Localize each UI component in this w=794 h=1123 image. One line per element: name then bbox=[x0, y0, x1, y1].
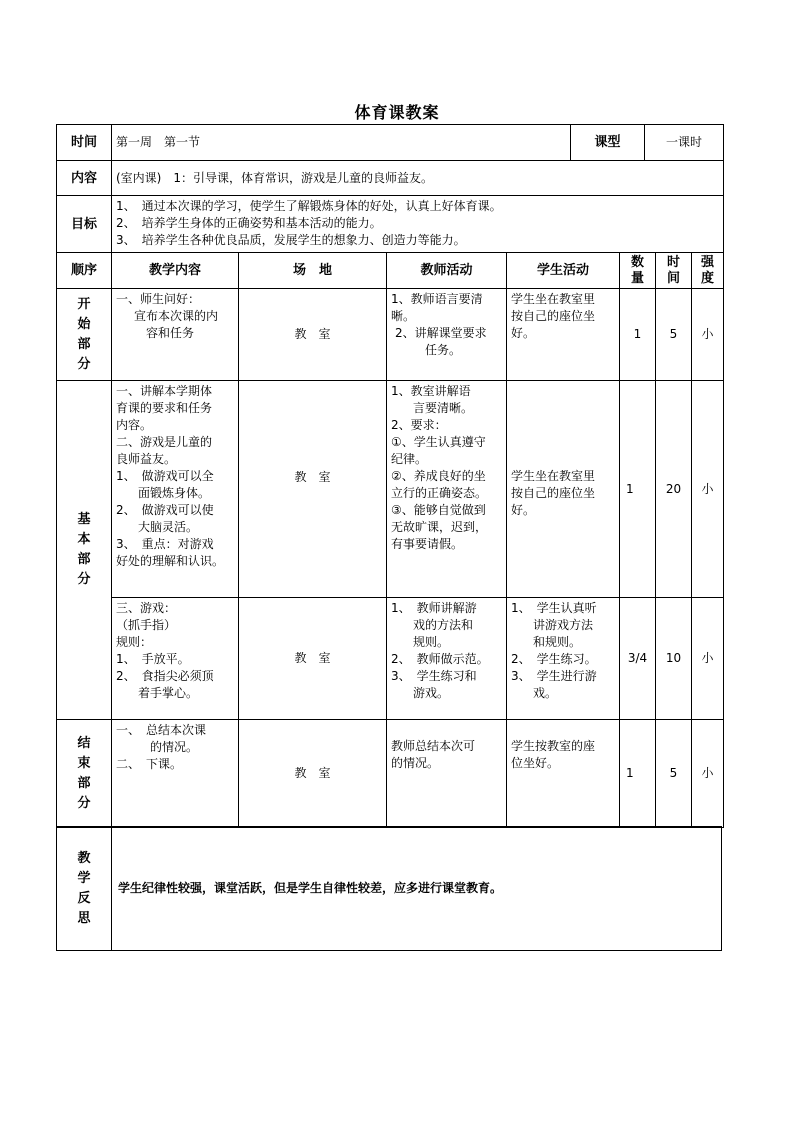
section-row-basic-1 bbox=[57, 381, 724, 598]
col-header-content: 教学内容 bbox=[112, 253, 239, 289]
text-line: 和规则。 bbox=[533, 635, 582, 649]
text-line: 二、游戏是儿童的 bbox=[116, 435, 213, 449]
text-line: 1、 做游戏可以全 bbox=[116, 469, 214, 483]
lesson-header-table bbox=[56, 124, 724, 253]
start-count: 1 bbox=[620, 289, 656, 381]
basic-content-1 bbox=[112, 381, 239, 598]
end-time: 5 bbox=[656, 720, 692, 828]
end-teacher bbox=[387, 720, 507, 828]
text-line: 2、 学生练习。 bbox=[511, 652, 597, 666]
reflection-label: 教 学 反 思 bbox=[57, 827, 112, 951]
content-label: 内容 bbox=[57, 161, 112, 196]
text-line: 任务。 bbox=[425, 343, 462, 357]
text-line: 一、 总结本次课 bbox=[116, 723, 207, 737]
text-line: ③、能够自觉做到 bbox=[391, 503, 486, 517]
basic-student-1 bbox=[507, 381, 620, 598]
basic-student-2 bbox=[507, 598, 620, 720]
col-header-time: 时 间 bbox=[656, 253, 692, 289]
section-row-start bbox=[57, 289, 724, 381]
text-line: 的情况。 bbox=[150, 740, 199, 754]
text-line: 按自己的座位坐 bbox=[511, 486, 596, 500]
text-line: 3、 学生练习和 bbox=[391, 669, 477, 683]
col-header-teacher: 教师活动 bbox=[387, 253, 507, 289]
text-line: 学生坐在教室里 bbox=[511, 292, 596, 306]
text-line: ②、养成良好的坐 bbox=[391, 469, 486, 483]
end-count: 1 bbox=[620, 720, 656, 828]
col-header-student: 学生活动 bbox=[507, 253, 620, 289]
text-line: 教师总结本次可 bbox=[391, 739, 476, 753]
text-line: 2、 做游戏可以使 bbox=[116, 503, 214, 517]
end-content bbox=[112, 720, 239, 828]
text-line: 2、 教师做示范。 bbox=[391, 652, 489, 666]
basic-count-2: 3/4 bbox=[620, 598, 656, 720]
text-line: 有事要请假。 bbox=[391, 537, 464, 551]
text-line: 三、游戏： bbox=[116, 601, 177, 615]
text-line: 好。 bbox=[511, 326, 536, 340]
text-line: 讲游戏方法 bbox=[533, 618, 594, 632]
text-line: 按自己的座位坐 bbox=[511, 309, 596, 323]
text-line: 一、师生问好： bbox=[116, 292, 201, 306]
col-header-venue: 场 地 bbox=[239, 253, 387, 289]
reflection-table bbox=[56, 826, 722, 951]
text-line: 纪律。 bbox=[391, 452, 428, 466]
text-line: 2、 食指尖必须顶 bbox=[116, 669, 214, 683]
text-line: 良师益友。 bbox=[116, 452, 177, 466]
start-intensity: 小 bbox=[692, 289, 724, 381]
start-student bbox=[507, 289, 620, 381]
text-line: 2、讲解课堂要求 bbox=[395, 326, 487, 340]
text-line: 2、要求： bbox=[391, 418, 447, 432]
text-line: ①、学生认真遵守 bbox=[391, 435, 486, 449]
goal-item: 2、 培养学生身体的正确姿势和基本活动的能力。 bbox=[116, 216, 382, 230]
text-line: 1、教室讲解语 bbox=[391, 384, 471, 398]
text-line: 3、 学生进行游 bbox=[511, 669, 597, 683]
section-label-end: 结 束 部 分 bbox=[57, 720, 112, 828]
end-intensity: 小 bbox=[692, 720, 724, 828]
text-line: 学生坐在教室里 bbox=[511, 469, 596, 483]
text-line: 言要清晰。 bbox=[413, 401, 474, 415]
time-label: 时间 bbox=[57, 125, 112, 161]
time-value: 第一周 第一节 bbox=[112, 125, 571, 161]
section-label-start: 开 始 部 分 bbox=[57, 289, 112, 381]
text-line: 规则： bbox=[116, 635, 153, 649]
basic-teacher-2 bbox=[387, 598, 507, 720]
text-line: 内容。 bbox=[116, 418, 153, 432]
start-teacher bbox=[387, 289, 507, 381]
section-label-basic: 基 本 部 分 bbox=[57, 381, 112, 720]
basic-time-2: 10 bbox=[656, 598, 692, 720]
text-line: 3、 重点：对游戏 bbox=[116, 537, 214, 551]
page-title: 体育课教案 bbox=[354, 103, 440, 122]
text-line: 1、 学生认真听 bbox=[511, 601, 597, 615]
text-line: （抓手指） bbox=[116, 618, 177, 632]
lesson-plan-table bbox=[56, 252, 724, 828]
basic-intensity-2: 小 bbox=[692, 598, 724, 720]
text-line: 1、 手放平。 bbox=[116, 652, 190, 666]
basic-venue-2: 教 室 bbox=[239, 598, 387, 720]
text-line: 大脑灵活。 bbox=[138, 520, 199, 534]
text-line: 的情况。 bbox=[391, 756, 440, 770]
col-header-intensity: 强 度 bbox=[692, 253, 724, 289]
end-student bbox=[507, 720, 620, 828]
basic-time-1: 20 bbox=[656, 381, 692, 598]
section-row-end bbox=[57, 720, 724, 828]
basic-teacher-1 bbox=[387, 381, 507, 598]
basic-content-2 bbox=[112, 598, 239, 720]
text-line: 好。 bbox=[511, 503, 536, 517]
basic-intensity-1: 小 bbox=[692, 381, 724, 598]
text-line: 着手掌心。 bbox=[138, 686, 199, 700]
basic-count-1: 1 bbox=[620, 381, 656, 598]
text-line: 晰。 bbox=[391, 309, 416, 323]
text-line: 1、 教师讲解游 bbox=[391, 601, 477, 615]
content-value: (室内课) 1：引导课，体育常识，游戏是儿童的良师益友。 bbox=[112, 161, 724, 196]
text-line: 容和任务 bbox=[146, 326, 195, 340]
text-line: 面锻炼身体。 bbox=[138, 486, 211, 500]
text-line: 规则。 bbox=[413, 635, 450, 649]
start-venue: 教 室 bbox=[239, 289, 387, 381]
start-content bbox=[112, 289, 239, 381]
goal-label: 目标 bbox=[57, 196, 112, 253]
text-line: 游戏。 bbox=[413, 686, 450, 700]
text-line: 二、 下课。 bbox=[116, 757, 183, 771]
end-venue: 教 室 bbox=[239, 720, 387, 828]
text-line: 戏的方法和 bbox=[413, 618, 474, 632]
text-line: 宣布本次课的内 bbox=[134, 309, 219, 323]
col-header-count: 数 量 bbox=[620, 253, 656, 289]
col-header-order: 顺序 bbox=[57, 253, 112, 289]
start-time: 5 bbox=[656, 289, 692, 381]
text-line: 学生按教室的座 bbox=[511, 739, 596, 753]
basic-venue-1: 教 室 bbox=[239, 381, 387, 598]
text-line: 一、讲解本学期体 bbox=[116, 384, 213, 398]
goal-item: 3、 培养学生各种优良品质，发展学生的想象力、创造力等能力。 bbox=[116, 233, 466, 247]
lesson-type-label: 课型 bbox=[571, 125, 645, 161]
goal-item: 1、 通过本次课的学习，使学生了解锻炼身体的好处，认真上好体育课。 bbox=[116, 199, 502, 213]
text-line: 戏。 bbox=[533, 686, 558, 700]
text-line: 好处的理解和认识。 bbox=[116, 554, 225, 568]
text-line: 位坐好。 bbox=[511, 756, 560, 770]
text-line: 育课的要求和任务 bbox=[116, 401, 213, 415]
lesson-type-value: 一课时 bbox=[645, 125, 724, 161]
reflection-text: 学生纪律性较强，课堂活跃，但是学生自律性较差，应多进行课堂教育。 bbox=[112, 827, 722, 951]
text-line: 立行的正确姿态。 bbox=[391, 486, 488, 500]
text-line: 无故旷课，迟到， bbox=[391, 520, 488, 534]
goal-list bbox=[112, 196, 724, 253]
text-line: 1、教师语言要清 bbox=[391, 292, 483, 306]
section-row-basic-2 bbox=[57, 598, 724, 720]
